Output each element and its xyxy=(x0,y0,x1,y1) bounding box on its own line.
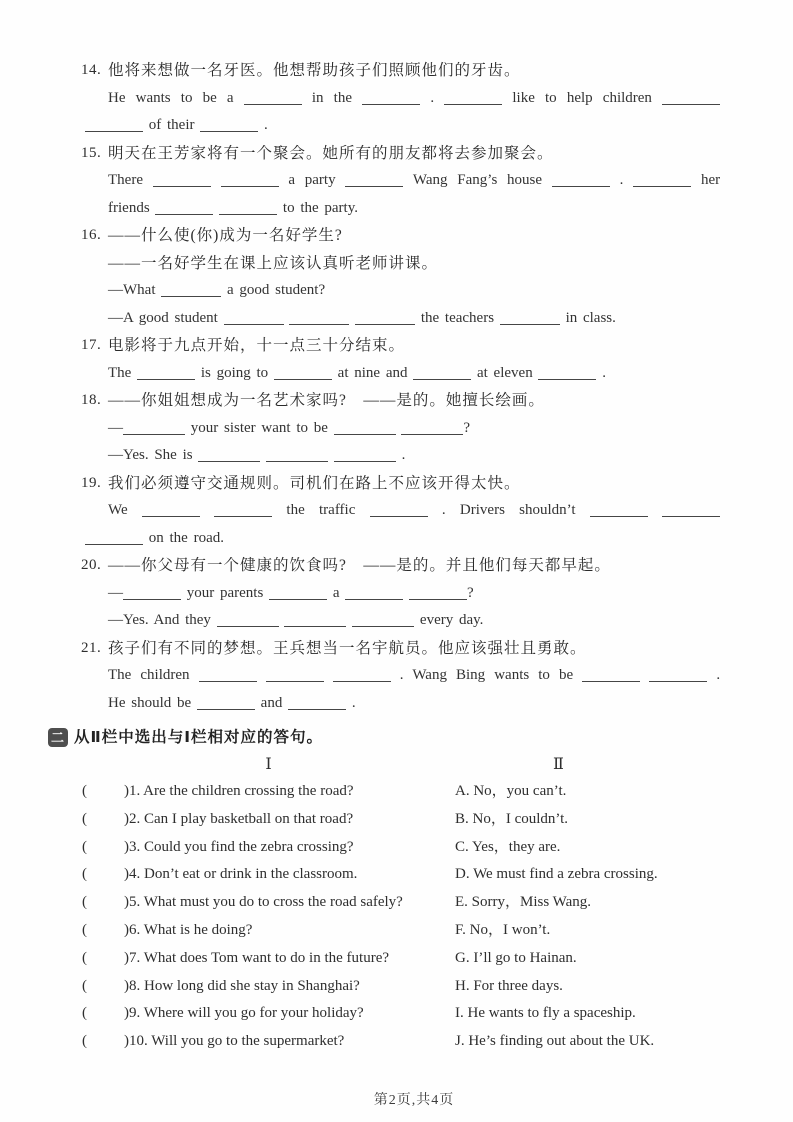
fill-blank xyxy=(334,448,396,462)
fill-blank xyxy=(633,173,691,187)
sentence-segment: There xyxy=(108,172,143,188)
exercise-item xyxy=(81,140,721,223)
match-question xyxy=(82,834,455,862)
answer-letter: A. xyxy=(455,783,474,799)
fill-blank xyxy=(200,118,258,132)
fill-blank xyxy=(244,91,302,105)
item-number: 21. xyxy=(81,639,102,656)
column-1-header: Ⅰ xyxy=(265,756,272,773)
fill-blank xyxy=(345,586,403,600)
sentence-segment: The children xyxy=(108,667,190,683)
question-text: What does Tom want to do in the future? xyxy=(143,949,390,966)
fill-blank xyxy=(413,366,471,380)
exercise-item xyxy=(81,552,720,635)
fill-blank xyxy=(288,696,346,710)
chinese-prompt-line: ——你父母有一个健康的饮食吗? ——是的。并且他们每天都早起。 xyxy=(108,557,611,574)
sentence-segment: ? xyxy=(466,584,474,601)
match-answer xyxy=(455,861,720,889)
fill-blank xyxy=(362,91,420,105)
fill-blank xyxy=(289,311,349,325)
match-question xyxy=(82,1000,455,1028)
sentence-segment: . xyxy=(602,364,606,381)
fill-blank xyxy=(123,421,185,435)
answer-paren-open: ( xyxy=(82,977,87,994)
fill-blank xyxy=(123,586,181,600)
fill-blank xyxy=(352,613,414,627)
fill-blank xyxy=(649,668,707,682)
answer-paren-open: ( xyxy=(82,810,87,827)
sentence-segment: in class. xyxy=(565,309,616,326)
sentence-segment: The xyxy=(108,364,132,381)
matching-row xyxy=(82,834,720,862)
chinese-prompt-line: 电影将于九点开始，十一点三十分结束。 xyxy=(108,337,406,354)
english-line xyxy=(108,662,720,690)
english-line xyxy=(108,690,720,718)
sentence-segment: the traffic xyxy=(286,502,356,518)
fill-blank xyxy=(85,531,143,545)
column-headers xyxy=(82,751,720,778)
match-answer xyxy=(455,1000,720,1028)
answer-text: Yes，they are. xyxy=(471,838,561,855)
match-question xyxy=(82,889,455,917)
answer-text: For three days. xyxy=(473,977,563,994)
english-line xyxy=(108,442,720,470)
matching-section-header xyxy=(48,724,720,751)
sentence-segment: a xyxy=(332,584,340,601)
question-text: How long did she stay in Shanghai? xyxy=(144,977,360,994)
match-question xyxy=(82,778,455,806)
match-answer xyxy=(455,778,720,806)
matching-row xyxy=(82,917,720,945)
fill-blank xyxy=(444,91,502,105)
sentence-segment: — xyxy=(108,584,123,601)
chinese-prompt-line: ——你姐姐想成为一名艺术家吗? ——是的。她擅长绘画。 xyxy=(108,392,545,409)
question-number: )5. xyxy=(124,894,144,911)
answer-letter: J. xyxy=(455,1033,469,1050)
answer-paren-open: ( xyxy=(82,783,87,799)
fill-blank xyxy=(199,668,257,682)
question-text: Can I play basketball on that road? xyxy=(144,810,354,827)
fill-blank xyxy=(142,503,200,517)
fill-blank xyxy=(409,586,467,600)
question-number: )4. xyxy=(124,866,144,883)
sentence-segment: —What xyxy=(108,282,156,298)
english-line xyxy=(108,580,720,608)
fill-blank xyxy=(198,448,260,462)
exercise-item xyxy=(81,332,720,387)
answer-letter: I. xyxy=(455,1005,468,1022)
fill-blank xyxy=(269,586,327,600)
fill-blank xyxy=(155,201,213,215)
fill-blank xyxy=(85,118,143,132)
answer-paren-open: ( xyxy=(82,838,87,855)
sentence-segment: Drivers shouldn’t xyxy=(459,502,576,518)
chinese-prompt-line: 孩子们有不同的梦想。王兵想当一名宇航员。他应该强壮且勇敢。 xyxy=(108,639,587,657)
fill-blank xyxy=(197,696,255,710)
question-text: What must you do to cross the road safely? xyxy=(143,894,403,911)
sentence-segment: He wants to be a xyxy=(108,89,234,106)
answer-text: No，I couldn’t. xyxy=(472,810,569,827)
fill-blank xyxy=(161,283,221,297)
exercise-item xyxy=(81,387,720,470)
item-number: 20. xyxy=(81,557,102,573)
fill-blank xyxy=(538,366,596,380)
sentence-segment: in the xyxy=(311,89,352,106)
sentence-segment: He should be xyxy=(108,694,192,711)
fill-blank xyxy=(552,173,610,187)
matching-row xyxy=(82,945,720,973)
sentence-segment: —Yes. And they xyxy=(108,612,211,628)
english-line xyxy=(108,195,720,223)
chinese-prompt-line: 明天在王芳家将有一个聚会。她所有的朋友都将去参加聚会。 xyxy=(108,144,554,162)
fill-blank xyxy=(274,366,332,380)
answer-letter: B. xyxy=(455,810,473,827)
fill-blank xyxy=(266,668,324,682)
answer-text: Sorry，Miss Wang. xyxy=(471,894,592,911)
english-line xyxy=(108,607,720,635)
item-number: 19. xyxy=(81,474,102,491)
fill-in-blanks-section xyxy=(81,57,721,717)
question-text: Don’t eat or drink in the classroom. xyxy=(144,866,358,883)
answer-paren-open: ( xyxy=(82,1005,87,1022)
sentence-segment: every day. xyxy=(419,612,484,628)
exercise-item xyxy=(81,470,720,553)
answer-text: No，I won’t. xyxy=(469,921,551,938)
answer-letter: H. xyxy=(455,977,474,994)
match-question xyxy=(82,945,455,973)
fill-blank xyxy=(662,91,720,105)
english-line xyxy=(85,525,720,553)
answer-letter: G. xyxy=(455,949,474,966)
question-number: )8. xyxy=(124,977,144,994)
fill-blank xyxy=(153,173,211,187)
answer-letter: D. xyxy=(455,866,474,883)
matching-row xyxy=(82,1000,720,1028)
fill-blank xyxy=(219,201,277,215)
chinese-prompt-line: 他将来想做一名牙医。他想帮助孩子们照顾他们的牙齿。 xyxy=(108,62,521,79)
english-line xyxy=(85,112,720,140)
match-answer xyxy=(455,917,720,945)
fill-blank xyxy=(662,503,720,517)
answer-letter: C. xyxy=(455,838,472,855)
sentence-segment: . xyxy=(351,694,356,711)
exercise-item xyxy=(81,222,720,332)
question-number: )10. xyxy=(124,1033,152,1050)
sentence-segment: . xyxy=(619,172,624,188)
sentence-segment: is going to xyxy=(200,364,269,381)
sentence-segment: the teachers xyxy=(420,309,495,326)
sentence-segment: at nine and xyxy=(337,364,408,381)
item-number: 18. xyxy=(81,392,102,408)
fill-blank xyxy=(345,173,403,187)
sentence-segment: a good student? xyxy=(226,282,326,298)
answer-paren-open: ( xyxy=(82,921,87,938)
answer-letter: F. xyxy=(455,921,470,938)
english-line xyxy=(108,415,720,443)
page-footer xyxy=(108,1087,720,1114)
sentence-segment: and xyxy=(260,694,283,711)
sentence-segment: friends xyxy=(108,199,150,216)
matching-row xyxy=(82,778,720,806)
page-number-text: 第2页,共4页 xyxy=(373,1092,455,1108)
answer-paren-open: ( xyxy=(82,949,87,966)
fill-blank xyxy=(266,448,328,462)
sentence-segment: ? xyxy=(463,419,471,436)
match-answer xyxy=(455,806,720,834)
column-2-header: Ⅱ xyxy=(553,756,564,773)
fill-blank xyxy=(217,613,279,627)
question-text: What is he doing? xyxy=(143,921,253,938)
match-answer xyxy=(455,889,720,917)
answer-letter: E. xyxy=(455,894,472,911)
exercise-item xyxy=(81,635,721,718)
question-text: Are the children crossing the road? xyxy=(143,783,354,799)
matching-row xyxy=(82,1028,720,1056)
sentence-segment: . xyxy=(263,117,268,133)
answer-text: He’s finding out about the UK. xyxy=(468,1033,655,1050)
sentence-segment: —A good student xyxy=(108,309,218,326)
answer-text: I’ll go to Hainan. xyxy=(473,949,577,966)
sentence-segment: We xyxy=(108,502,128,518)
fill-blank xyxy=(284,613,346,627)
match-answer xyxy=(455,945,720,973)
matching-row xyxy=(82,806,720,834)
chinese-prompt-line: 我们必须遵守交通规则。司机们在路上不应该开得太快。 xyxy=(108,474,521,492)
fill-blank xyxy=(221,173,279,187)
sentence-segment: a party xyxy=(288,172,336,188)
english-line xyxy=(108,167,720,195)
item-number: 16. xyxy=(81,227,102,243)
english-line xyxy=(108,305,720,333)
sentence-segment: like to help children xyxy=(512,89,652,106)
sentence-segment: — xyxy=(108,419,123,436)
match-answer xyxy=(455,834,720,862)
answer-paren-open: ( xyxy=(82,866,87,883)
english-line xyxy=(108,497,720,525)
fill-blank xyxy=(333,668,391,682)
matching-section xyxy=(50,724,720,1056)
fill-blank xyxy=(370,503,428,517)
fill-blank xyxy=(590,503,648,517)
sentence-segment: your sister want to be xyxy=(190,419,328,436)
section-number-badge: 二 xyxy=(48,728,68,747)
sentence-segment: her xyxy=(700,172,721,188)
question-number: )6. xyxy=(124,921,144,938)
match-question xyxy=(82,806,455,834)
fill-in-items xyxy=(81,57,721,717)
question-text: Will you go to the supermarket? xyxy=(151,1033,345,1050)
matching-row xyxy=(82,973,720,1001)
fill-blank xyxy=(355,311,415,325)
fill-blank xyxy=(401,421,463,435)
match-question xyxy=(82,861,455,889)
sentence-segment: —Yes. She is xyxy=(108,447,193,463)
english-line xyxy=(108,277,720,305)
sentence-segment: to the party. xyxy=(282,199,358,216)
fill-blank xyxy=(334,421,396,435)
answer-paren-open: ( xyxy=(82,1033,87,1050)
sentence-segment: Wang Fang’s house xyxy=(412,172,543,188)
matching-row xyxy=(82,889,720,917)
sentence-segment: . xyxy=(399,667,404,683)
match-answer xyxy=(455,1028,720,1056)
fill-blank xyxy=(582,668,640,682)
sentence-segment: at eleven xyxy=(476,364,533,381)
fill-blank xyxy=(214,503,272,517)
fill-blank xyxy=(224,311,284,325)
item-number: 17. xyxy=(81,337,102,353)
answer-paren-open: ( xyxy=(82,894,87,911)
english-line xyxy=(108,360,720,388)
question-text: Where will you go for your holiday? xyxy=(143,1005,364,1022)
sentence-segment: your parents xyxy=(186,584,264,601)
question-number: )1. xyxy=(124,783,144,799)
fill-blank xyxy=(137,366,195,380)
section-title: 从Ⅱ栏中选出与Ⅰ栏相对应的答句。 xyxy=(74,729,323,746)
answer-text: No，you can’t. xyxy=(473,783,567,799)
match-answer xyxy=(455,973,720,1001)
sentence-segment: . xyxy=(441,502,446,518)
question-number: )9. xyxy=(124,1005,144,1022)
sentence-segment: Wang Bing wants to be xyxy=(412,667,574,683)
sentence-segment: . xyxy=(401,447,406,463)
answer-text: We must find a zebra crossing. xyxy=(473,866,658,883)
english-line xyxy=(108,85,720,113)
sentence-segment: . xyxy=(716,667,721,683)
chinese-prompt-line: ——一名好学生在课上应该认真听老师讲课。 xyxy=(108,254,439,272)
question-number: )2. xyxy=(124,810,144,827)
matching-rows xyxy=(82,778,720,1056)
matching-row xyxy=(82,861,720,889)
answer-text: He wants to fly a spaceship. xyxy=(467,1005,636,1022)
chinese-prompt-line: ——什么使(你)成为一名好学生? xyxy=(108,227,343,244)
match-question xyxy=(82,1028,455,1056)
question-text: Could you find the zebra crossing? xyxy=(144,838,354,855)
sentence-segment: of their xyxy=(148,117,195,133)
question-number: )7. xyxy=(124,949,144,966)
fill-blank xyxy=(500,311,560,325)
item-number: 14. xyxy=(81,62,102,78)
item-number: 15. xyxy=(81,144,102,161)
exercise-item xyxy=(81,57,720,140)
match-question xyxy=(82,917,455,945)
sentence-segment: on the road. xyxy=(148,529,224,546)
sentence-segment: . xyxy=(430,89,435,106)
match-question xyxy=(82,973,455,1001)
question-number: )3. xyxy=(124,838,144,855)
